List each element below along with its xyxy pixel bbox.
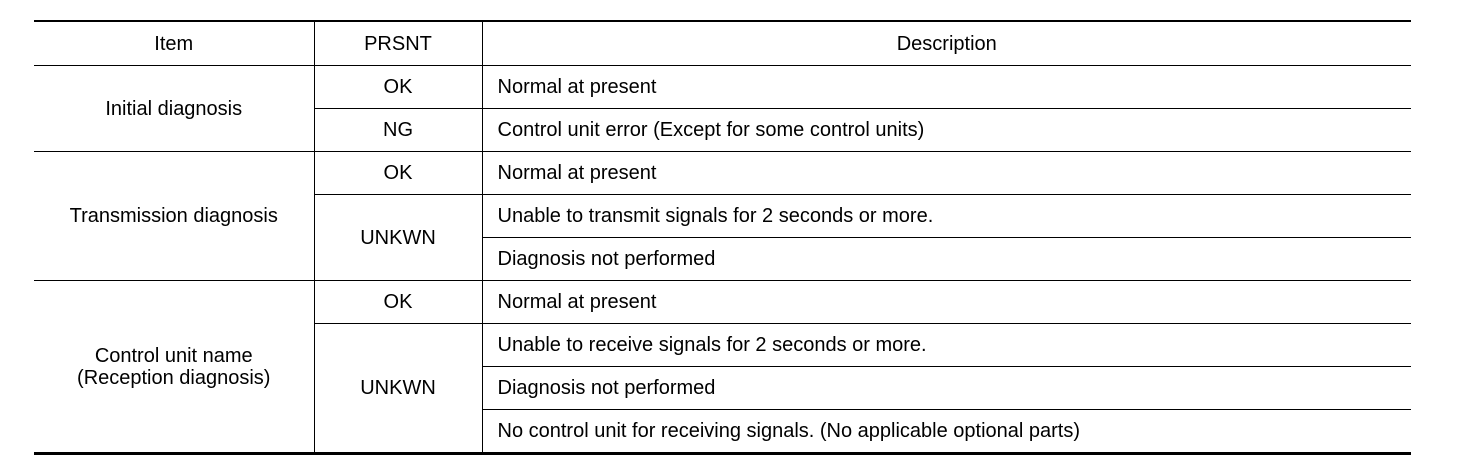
description-cell: Unable to receive signals for 2 seconds or more. [482, 324, 1411, 367]
prsnt-cell: OK [314, 281, 482, 324]
description-cell: Diagnosis not performed [482, 238, 1411, 281]
item-label: Initial diagnosis [105, 97, 243, 120]
description-cell: Normal at present [482, 281, 1411, 324]
item-cell [34, 281, 314, 454]
prsnt-cell: UNKWN [314, 324, 482, 454]
header-prsnt: PRSNT [314, 21, 482, 66]
item-label-sub: (Reception diagnosis) [77, 366, 271, 389]
description-cell: Normal at present [482, 66, 1411, 109]
header-row [34, 21, 1411, 66]
table-body [34, 66, 1411, 454]
header-description: Description [482, 21, 1411, 66]
prsnt-cell: UNKWN [314, 195, 482, 281]
prsnt-cell: OK [314, 66, 482, 109]
description-cell: Diagnosis not performed [482, 367, 1411, 410]
description-cell: Unable to transmit signals for 2 seconds or more. [482, 195, 1411, 238]
table-row [34, 66, 1411, 109]
table-header [34, 21, 1411, 66]
prsnt-cell: OK [314, 152, 482, 195]
header-item: Item [34, 21, 314, 66]
item-label: Control unit name [94, 344, 253, 367]
description-cell: No control unit for receiving signals. (No applicable optional parts) [482, 410, 1411, 454]
item-cell [34, 152, 314, 281]
prsnt-cell: NG [314, 109, 482, 152]
table-row [34, 152, 1411, 195]
item-cell [34, 66, 314, 152]
diagnosis-status-table [34, 20, 1411, 455]
table-row [34, 281, 1411, 324]
item-label: Transmission diagnosis [69, 205, 278, 227]
description-cell: Control unit error (Except for some control units) [482, 109, 1411, 152]
description-cell: Normal at present [482, 152, 1411, 195]
